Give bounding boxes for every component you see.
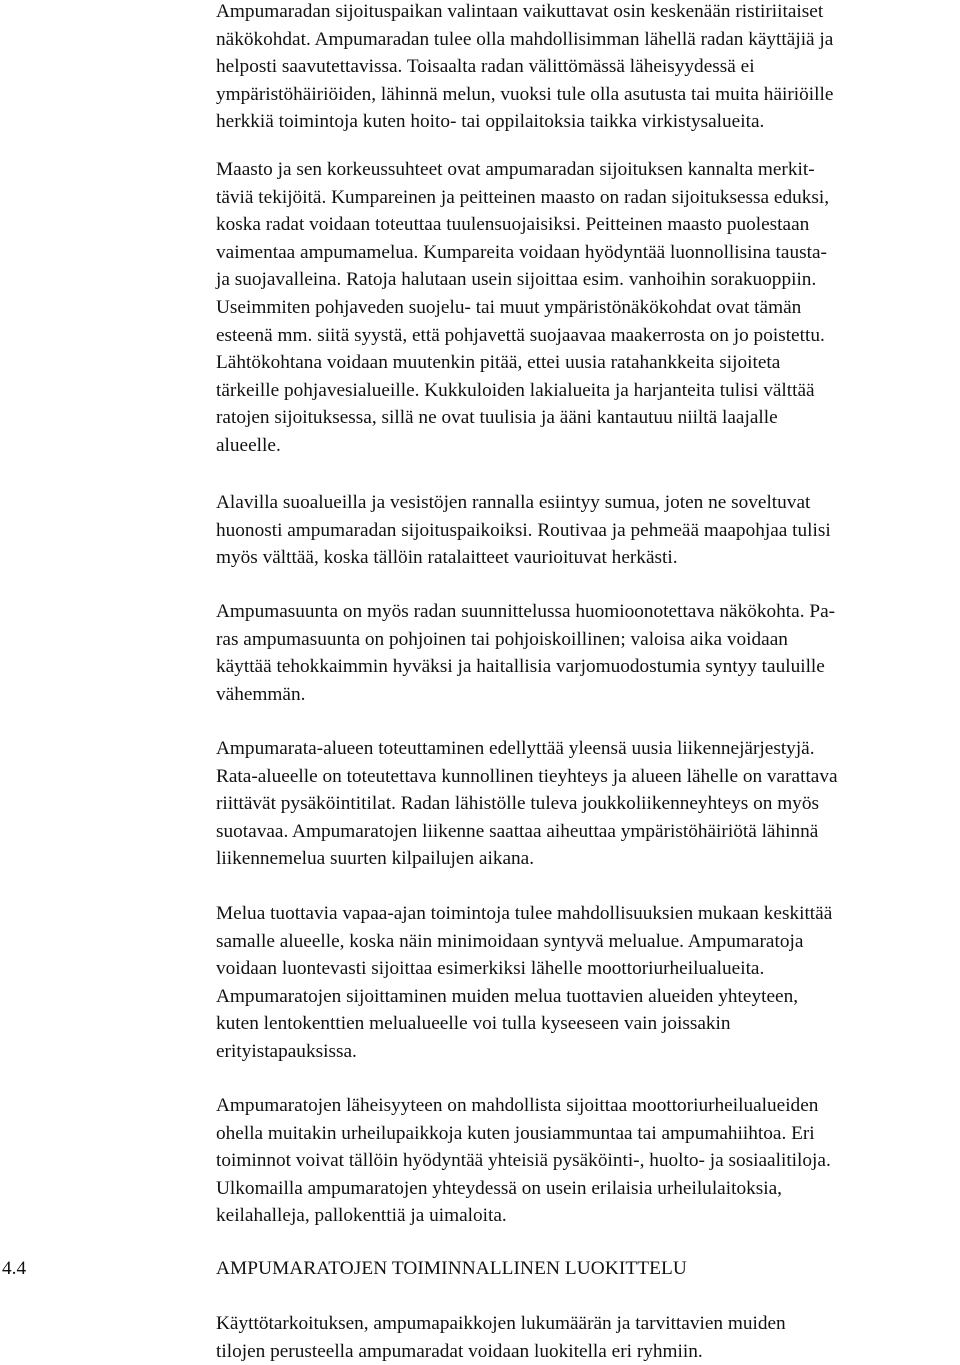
text-line: suotavaa. Ampumaratojen liikenne saattaa aiheuttaa ympäristöhäiriötä lähinnä <box>216 820 819 842</box>
paragraph-traffic <box>216 735 838 873</box>
section-heading: AMPUMARATOJEN TOIMINNALLINEN LUOKITTELU <box>216 1258 687 1279</box>
text-line: ja suojavalleina. Ratoja halutaan usein sijoittaa esim. vanhoihin sorakuoppiin. <box>216 269 817 291</box>
text-line: ratojen sijoituksessa, sillä ne ovat tuulisia ja ääni kantautuu niiltä laajalle <box>216 407 778 429</box>
text-line: näkökohdat. Ampumaradan tulee olla mahdollisimman lähellä radan käyttäjiä ja <box>216 28 834 50</box>
section-number: 4.4 <box>2 1258 27 1279</box>
paragraph-shooting-direction <box>216 598 835 708</box>
paragraph-terrain <box>216 156 829 460</box>
text-line: Ampumarata-alueen toteuttaminen edellyttää yleensä uusia liikennejärjestyjä. <box>216 738 815 759</box>
text-line: Ampumaradan sijoituspaikan valintaan vaikuttavat osin keskenään ristiriitaiset <box>216 1 824 22</box>
text-line: Ampumasuunta on myös radan suunnittelussa huomioonotettava näkökohta. Pa- <box>216 601 836 622</box>
text-line: kuten lentokenttien melualueelle voi tulla kyseeseen vain joissakin <box>216 1013 731 1035</box>
text-line: Ulkomailla ampumaratojen yhteydessä on usein erilaisia urheilulaitoksia, <box>216 1177 782 1199</box>
text-line: Alavilla suoalueilla ja vesistöjen rannalla esiintyy sumua, joten ne soveltuvat <box>216 492 811 513</box>
text-line: Maasto ja sen korkeussuhteet ovat ampumaradan sijoituksen kannalta merkit- <box>216 159 815 180</box>
text-line: vähemmän. <box>216 683 306 705</box>
text-line: esteenä mm. siitä syystä, että pohjavettä suojaavaa maakerrosta on jo poistettu. <box>216 324 825 346</box>
text-line: täviä tekijöitä. Kumpareinen ja peitteinen maasto on radan sijoituksessa eduksi, <box>216 186 830 208</box>
text-line: koska radat voidaan toteuttaa tuulensuojaisiksi. Peitteinen maasto puolestaan <box>216 214 810 236</box>
text-line: Melua tuottavia vapaa-ajan toimintoja tulee mahdollisuuksien mukaan keskittää <box>216 903 833 924</box>
text-line: samalle alueelle, koska näin minimoidaan syntyvä melualue. Ampumaratoja <box>216 930 804 952</box>
text-line: liikennemelua suurten kilpailujen aikana. <box>216 848 535 870</box>
text-line: käyttää tehokkaimmin hyväksi ja haitallisia varjomuodostumia syntyy tauluille <box>216 656 825 678</box>
text-line: ympäristöhäiriöiden, lähinnä melun, vuoksi tule olla asutusta tai muita häiriöille <box>216 83 834 105</box>
text-line: tilojen perusteella ampumaradat voidaan luokitella eri ryhmiin. <box>216 1340 703 1362</box>
paragraph-noise-activities <box>216 900 832 1066</box>
text-line: Useimmiten pohjaveden suojelu- tai muut ympäristönäkökohdat ovat tämän <box>216 296 802 318</box>
text-line: myös välttää, koska tällöin ratalaitteet vaurioituvat herkästi. <box>216 547 678 569</box>
text-line: Ampumaratojen sijoittaminen muiden melua tuottavien alueiden yhteyteen, <box>216 985 799 1007</box>
text-line: voidaan luontevasti sijoittaa esimerkiksi lähelle moottoriurheilualueita. <box>216 958 765 980</box>
text-line: keilahalleja, pallokenttiä ja uimaloita. <box>216 1205 507 1227</box>
paragraph-classification-intro <box>216 1310 786 1365</box>
text-line: huonosti ampumaradan sijoituspaikoiksi. Routivaa ja pehmeää maapohjaa tulisi <box>216 519 831 541</box>
text-line: vaimentaa ampumamelua. Kumpareita voidaan hyödyntää luonnollisina tausta- <box>216 241 827 263</box>
text-line: alueelle. <box>216 434 281 456</box>
paragraph-site-selection <box>216 0 833 136</box>
text-line: Rata-alueelle on toteutettava kunnollinen tieyhteys ja alueen lähelle on varattava <box>216 765 838 787</box>
text-line: tärkeille pohjavesialueille. Kukkuloiden lakialueita ja harjanteita tulisi välttää <box>216 379 815 401</box>
paragraph-sports-facilities <box>216 1092 831 1230</box>
text-line: ras ampumasuunta on pohjoinen tai pohjoiskoillinen; valoisa aika voidaan <box>216 628 788 650</box>
text-line: helposti saavutettavissa. Toisaalta radan välittömässä läheisyydessä ei <box>216 56 755 78</box>
paragraph-wetlands <box>216 489 831 572</box>
text-line: riittävät pysäköintitilat. Radan lähistölle tuleva joukkoliikenneyhteys on myös <box>216 793 819 815</box>
text-line: toiminnot voivat tällöin hyödyntää yhteisiä pysäköinti-, huolto- ja sosiaalitiloja. <box>216 1150 831 1172</box>
text-line: Käyttötarkoituksen, ampumapaikkojen lukumäärän ja tarvittavien muiden <box>216 1313 786 1334</box>
text-line: herkkiä toimintoja kuten hoito- tai oppilaitoksia taikka virkistysalueita. <box>216 111 765 133</box>
text-line: Lähtökohtana voidaan muutenkin pitää, ettei uusia ratahankkeita sijoiteta <box>216 352 781 374</box>
text-line: erityistapauksissa. <box>216 1040 357 1062</box>
text-line: ohella muitakin urheilupaikkoja kuten jousiammuntaa tai ampumahiihtoa. Eri <box>216 1122 815 1144</box>
text-line: Ampumaratojen läheisyyteen on mahdollista sijoittaa moottoriurheilualueiden <box>216 1095 819 1116</box>
